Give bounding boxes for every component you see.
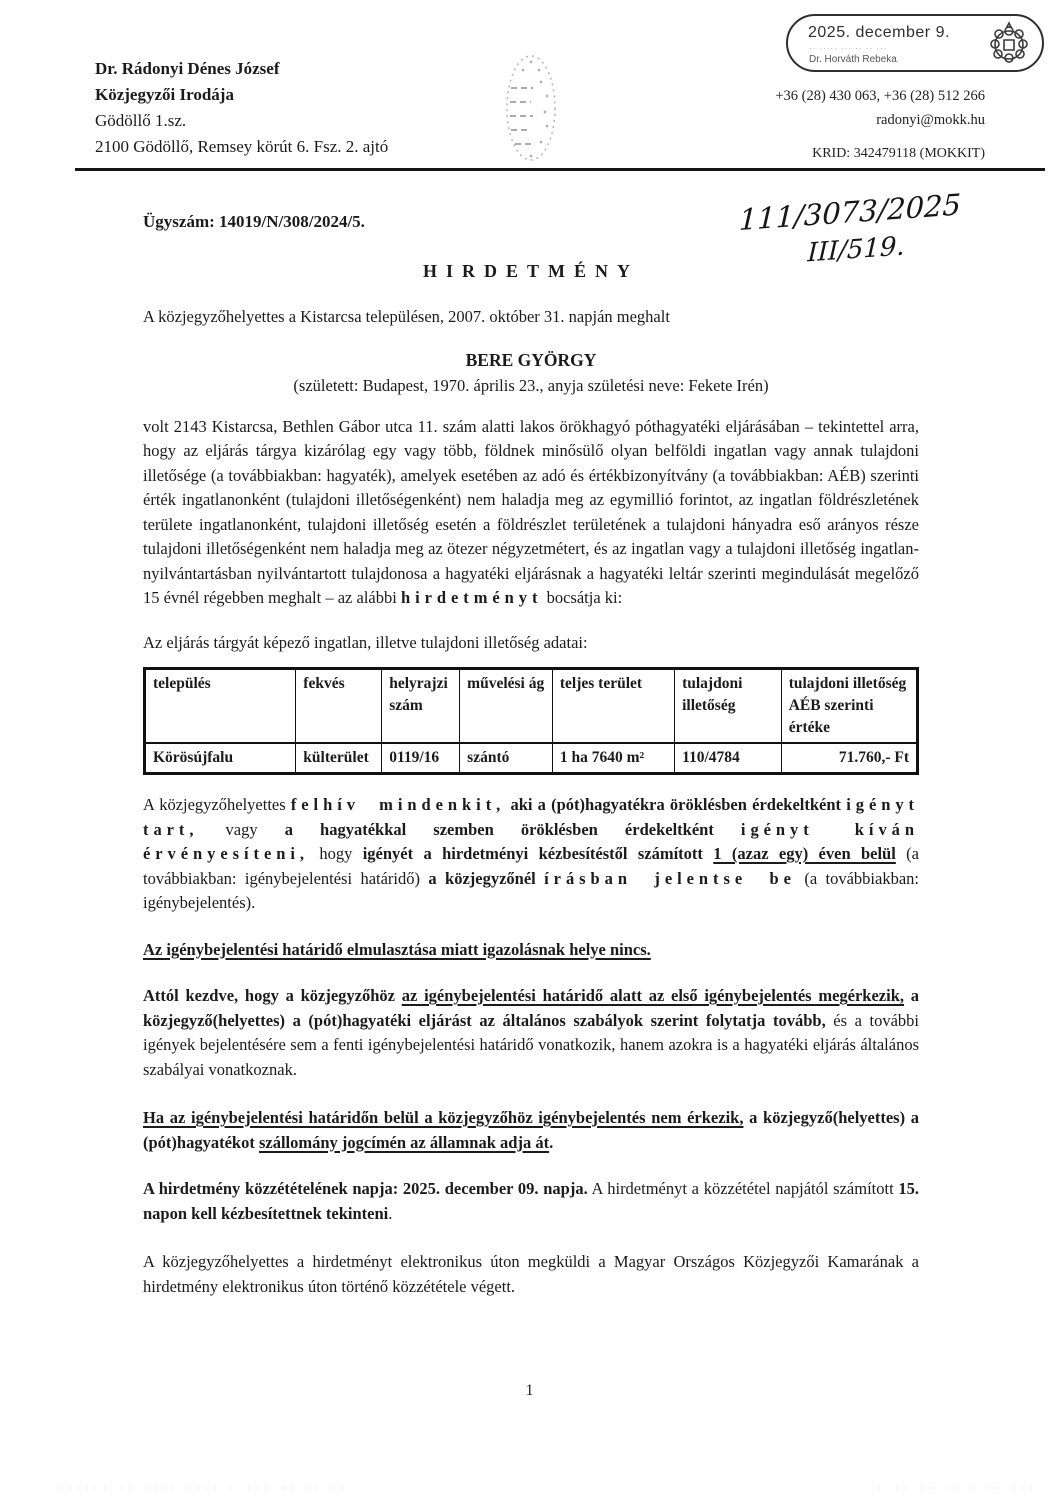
deceased-name: BERE GYÖRGY [465,349,597,370]
office-district: Gödöllő 1.sz. [95,111,187,130]
call-s6: a hagyatékkal szemben öröklésben érdekeltként [284,819,741,839]
from-then-s2: az igénybejelentési határidő alatt az első igénybejelentés megérkezik, [401,986,904,1005]
main-spaced-word: hirdetményt [400,588,543,607]
call-s1: A közjegyzőhelyettes [143,795,291,814]
no-excuse-line [143,938,919,963]
if-none-s2: a közjegyző(helyettes) a (pót)hagyatékot [143,1108,919,1152]
if-none-s1: Ha az igénybejelentési határidőn belül a közjegyzőhöz igénybejelentés nem érkezik, [143,1108,744,1127]
from-then-s3: a közjegyző(helyettes) a (pót)hagyatéki eljárást az általános szabályok szerint folytatja tovább, [143,986,919,1030]
call-s12: a közjegyzőnél [428,868,545,888]
deceased-birth-data: (született: Budapest, 1970. április 23., anyja születési neve: Fekete Irén) [293,376,769,395]
col-header-telepules: település [145,669,296,744]
publication-paragraph [143,1177,919,1226]
call-paragraph [143,793,919,916]
handwritten-line1: 111/3073/2025 [738,187,962,238]
call-s9: igényét a hirdetményi kézbesítéstől számított [362,844,714,863]
call-s14: (a továbbiakban: igénybejelentés). [143,868,919,912]
stamp-signer-name: Dr. Horváth Rebeka [809,54,897,65]
call-s5: vagy [198,819,285,839]
stamp-illegible-line: ·· ····· ··· ·· ·· ··· [809,44,888,53]
call-s8: hogy [308,844,363,863]
document-title: HIRDETMÉNY [422,260,639,281]
main-paragraph [143,415,919,611]
coat-of-arms-icon [503,52,559,169]
date-stamp [786,14,1044,72]
col-header-aeb-ertek: tulajdoni illetőség AÉB szerinti értéke [781,669,917,744]
notary-name: Dr. Rádonyi Dénes József [95,59,280,78]
cell-aeb-ertek: 71.760,- Ft [781,743,917,774]
if-none-s4: . [549,1132,554,1152]
header-divider [75,168,1045,171]
if-none-paragraph [143,1106,919,1155]
letterhead [95,56,388,160]
cell-tulajdoni-illetoseg: 110/4784 [675,743,782,774]
call-s7: igényt kíván érvényesíteni, [143,819,919,863]
stamp-date: 2025. december 9. [808,24,950,41]
cell-fekves: külterület [296,743,382,774]
cell-helyrajzi-szam: 0119/16 [382,743,460,774]
if-none-s3: szállomány jogcímén az államnak adja át [258,1132,550,1152]
case-number: Ügyszám: 14019/N/308/2024/5. [143,212,365,231]
contact-block [775,84,985,132]
main-text: volt 2143 Kistarcsa, Bethlen Gábor utca 11. szám alatti lakos örökhagyó póthagyatéki eljárásában – tekintettel arra, hogy az eljárás tárgya kizárólag egy vagy több, földnek minősülő olyan belföldi ingatlan vagy annak tulajdoni illetősége (a továbbiakban: hagyaték), amelyek esetében az adó és értékbizonyítvány (a továbbiakban: AÉB) szerinti érték ingatlanonként (tulajdoni illetőségenként) nem haladja meg az egymillió forintot, az ingatlan földrészletének területe ingatlanonként, tulajdoni illetőség esetén a földrészlet területének a tulajdoni hányadra eső arányos része tulajdoni illetőségenként nem haladja meg az ötezer négyzetmétert, és az ingatlan vagy a tulajdoni illetőség ingatlan-nyilvántartásban nyilvántartott tulajdonosa a hagyatéki eljárásnak a hagyatéki leltár szerinti megindulását megelőző 15 évnél régebben meghalt – az alábbi [143,416,919,607]
scan-artifact-left: ······ ·· ···· ···· · ··· ·· ·· ·· [60,1484,350,1490]
call-s2: felhív mindenkit, [290,795,506,814]
document-body [143,210,919,1299]
krid-line: KRID: 342479118 (MOKKIT) [812,146,985,161]
table-row [145,743,918,774]
call-s4: igényt tart, [143,795,919,839]
cell-muvelesi-ag: szántó [460,743,553,774]
email-address: radonyi@mokk.hu [876,112,985,128]
handwritten-line2: III/519. [806,231,906,269]
col-header-tulajdoni-illetoseg: tulajdoni illetőség [675,669,782,744]
col-header-fekves: fekvés [296,669,382,744]
publication-s2: A hirdetményt a közzététel napjától számított [587,1179,899,1198]
publication-s4: . [388,1203,393,1223]
no-excuse-text: Az igénybejelentési határidő elmulasztása miatt igazolásnak helye nincs. [143,939,651,959]
from-then-paragraph [143,984,919,1082]
col-header-helyrajzi-szam: helyrajzi szám [382,669,460,744]
property-table [143,667,919,775]
col-header-muvelesi-ag: művelési ág [460,669,553,744]
office-name: Közjegyzői Irodája [95,85,234,104]
page-number: 1 [525,1382,534,1399]
intro-line: A közjegyzőhelyettes a Kistarcsa településen, 2007. október 31. napján meghalt [143,307,670,326]
call-s10: 1 (azaz egy) éven belül [713,844,896,863]
office-address: 2100 Gödöllő, Remsey körút 6. Fsz. 2. ajtó [95,137,389,156]
electronic-paragraph: A közjegyzőhelyettes a hirdetményt elektronikus úton megküldi a Magyar Országos Közjegyzői Kamarának a hirdetmény elektronikus úton történő közzététele végett. [143,1252,919,1296]
publication-s3: 15. napon kell kézbesítettnek tekinteni [143,1179,919,1223]
phone-numbers: +36 (28) 430 063, +36 (28) 512 266 [775,88,985,104]
cell-teljes-terulet: 1 ha 7640 m² [552,743,674,774]
table-header-row [145,669,918,744]
publication-s1: A hirdetmény közzétételének napja: 2025. december 09. napja. [143,1179,588,1198]
cell-telepules: Körösújfalu [145,743,296,774]
call-s13: írásban jelentse be [544,868,796,888]
from-then-s4: és a további igények bejelentésére sem a fenti igénybejelentési határidő vonatkozik, hanem azokra is a hagyatéki eljárás általános szabályai vonatkoznak. [143,1010,920,1079]
stamp-crest-icon [984,20,1034,75]
main-tail: bocsátja ki: [542,588,623,607]
subject-line: Az eljárás tárgyát képező ingatlan, illetve tulajdoni illetőség adatai: [143,632,588,652]
call-s11: (a továbbiakban: igénybejelentési határidő) [143,844,920,888]
call-s3: aki a (pót)hagyatékra öröklésben érdekeltként [505,795,847,814]
from-then-s1: Attól kezdve, hogy a közjegyzőhöz [143,986,402,1005]
col-header-teljes-terulet: teljes terület [552,669,674,744]
scan-artifact-right: · ·· ·· ·· · ·· ··· [878,1484,1039,1490]
